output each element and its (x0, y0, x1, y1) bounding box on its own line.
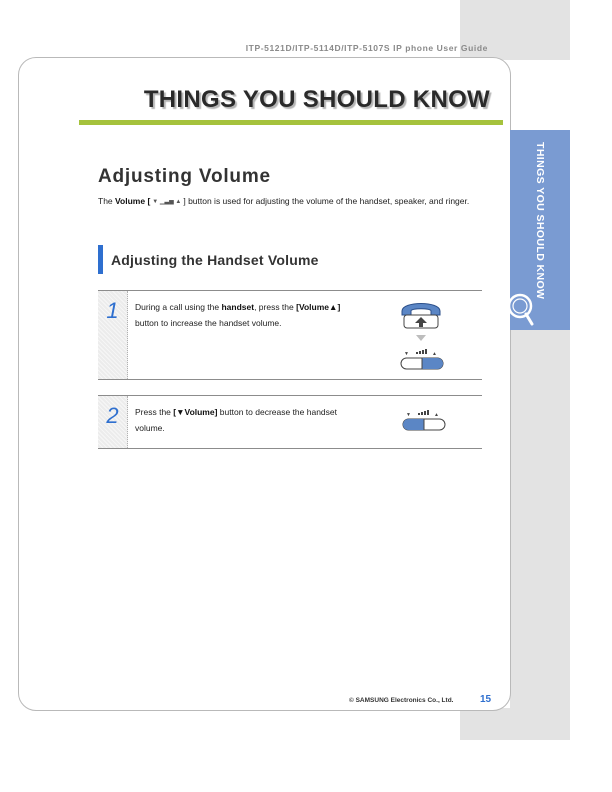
magnifier-icon (504, 290, 544, 330)
side-tab-label: THINGS YOU SHOULD KNOW (534, 142, 546, 300)
intro-text-pre: The (98, 196, 116, 206)
svg-text:▼: ▼ (406, 412, 411, 418)
step-number: 1 (106, 298, 119, 323)
title-rule (79, 120, 503, 125)
step-2-text (135, 404, 345, 436)
gray-margin-side (510, 330, 570, 740)
step-text-pre: Press the (135, 407, 174, 417)
intro-volume-label: Volume [ (115, 196, 151, 206)
page-card (18, 57, 511, 711)
step-number-box (98, 396, 128, 448)
step-bold-volume-down: [▼Volume] (173, 407, 218, 417)
svg-text:▲: ▲ (432, 351, 437, 357)
step-text-post: button to decrease the handset volume. (135, 407, 337, 433)
svg-text:▼: ▼ (404, 351, 409, 357)
step-text-post: button to increase the handset volume. (135, 318, 282, 328)
step-2-illustration (400, 410, 450, 434)
volume-button-left-pressed-icon (403, 410, 445, 430)
step-number-box (98, 291, 128, 379)
subsection-title: Adjusting the Handset Volume (111, 252, 319, 268)
document-header: ITP-5121D/ITP-5114D/ITP-5107S IP phone User Guide (245, 43, 488, 53)
handset-icon (402, 304, 440, 329)
volume-button-right-pressed-icon (401, 349, 443, 369)
step-bold-volume-up: [Volume▲] (296, 302, 341, 312)
step-2 (98, 395, 482, 449)
volume-inline-icon: ▼ ▁▃▅ ▲ (152, 198, 182, 205)
step-1-illustration (398, 299, 448, 375)
section-intro (98, 193, 478, 210)
page-title: THINGS YOU SHOULD KNOW (143, 86, 490, 113)
gray-margin-bottom (460, 708, 570, 740)
subsection-marker (98, 245, 103, 274)
step-number: 2 (106, 403, 119, 428)
step-1-text (135, 299, 345, 331)
down-arrow-icon (416, 335, 426, 341)
page-number: 15 (480, 694, 492, 705)
section-title: Adjusting Volume (98, 166, 271, 187)
svg-text:▲: ▲ (434, 412, 439, 418)
step-text-mid: , press the (254, 302, 297, 312)
step-bold-handset: handset (221, 302, 255, 312)
step-1 (98, 290, 482, 380)
intro-text-post: ] button is used for adjusting the volume of the handset, speaker, and ringer. (183, 196, 470, 206)
footer-copyright: © SAMSUNG Electronics Co., Ltd. (349, 697, 454, 704)
step-text-pre: During a call using the (135, 302, 222, 312)
